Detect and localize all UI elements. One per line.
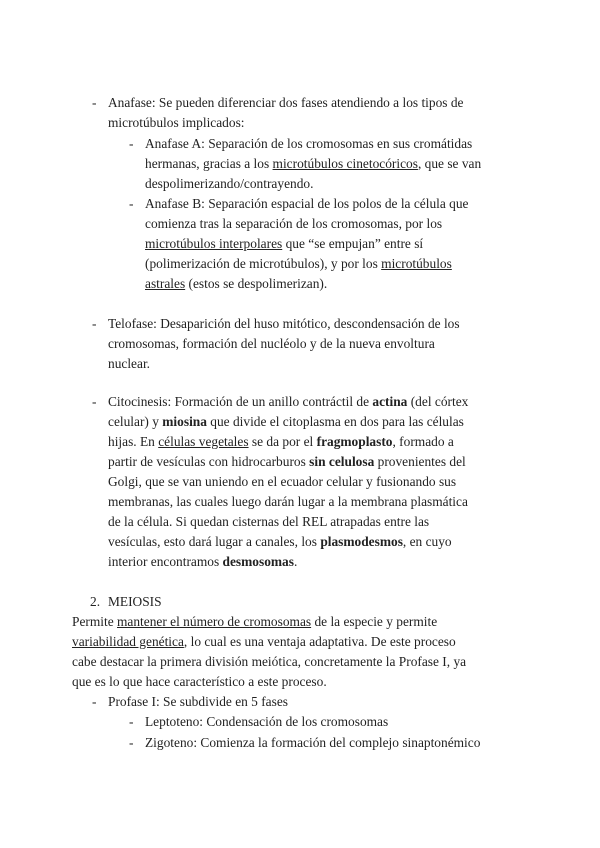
citocinesis-line-8: vesículas, esto dará lugar a canales, los plasmodesmos, en cuyo	[108, 534, 452, 549]
bullet-dash: -	[92, 95, 97, 110]
anafase-b-line-4: (polimerización de microtúbulos), y por los microtúbulos	[145, 256, 452, 271]
microtubulos-cinetocoricos-term: microtúbulos cinetocóricos	[272, 156, 418, 171]
citocinesis-line-3: hijas. En células vegetales se da por el fragmoplasto, formado a	[108, 434, 454, 449]
citocinesis-line-1: Citocinesis: Formación de un anillo contráctil de actina (del córtex	[108, 394, 469, 409]
microtubulos-astrales-term: microtúbulos	[381, 256, 452, 271]
meiosis-paragraph-line-3: cabe destacar la primera división meiótica, concretamente la Profase I, ya	[72, 654, 467, 669]
profase-item: Profase I: Se subdivide en 5 fases	[108, 694, 288, 709]
telofase-line-2: cromosomas, formación del nucléolo y de la nueva envoltura	[108, 336, 435, 351]
telofase-line-1: Telofase: Desaparición del huso mitótico, descondensación de los	[108, 316, 460, 331]
microtubulos-interpolares-term: microtúbulos interpolares	[145, 236, 283, 251]
anafase-line-2: microtúbulos implicados:	[108, 115, 245, 130]
anafase-b-line-5: astrales (estos se despolimerizan).	[145, 276, 328, 291]
anafase-a-line-2: hermanas, gracias a los microtúbulos cinetocóricos, que se van	[145, 156, 482, 171]
bullet-dash: -	[92, 394, 97, 409]
bullet-dash: -	[129, 735, 134, 750]
fragmoplasto-term: fragmoplasto	[316, 434, 393, 449]
section-number: 2.	[90, 594, 101, 609]
bullet-dash: -	[92, 316, 97, 331]
anafase-b-line-3: microtúbulos interpolares que “se empujan” entre sí	[145, 236, 424, 251]
bullet-dash: -	[129, 136, 134, 151]
bullet-dash: -	[129, 714, 134, 729]
anafase-line-1: Anafase: Se pueden diferenciar dos fases atendiendo a los tipos de	[108, 95, 464, 110]
desmosomas-term: desmosomas	[222, 554, 294, 569]
actina-term: actina	[372, 394, 408, 409]
meiosis-paragraph-line-4: que es lo que hace característico a este proceso.	[72, 674, 327, 689]
variabilidad-genetica-term: variabilidad genética	[72, 634, 184, 649]
citocinesis-line-5: Golgi, que se van uniendo en el ecuador celular y fusionando sus	[108, 474, 457, 489]
bullet-dash: -	[129, 196, 134, 211]
citocinesis-line-2: celular) y miosina que divide el citoplasma en dos para las células	[108, 414, 464, 429]
bullet-dash: -	[92, 694, 97, 709]
citocinesis-line-4: partir de vesículas con hidrocarburos sin celulosa provenientes del	[108, 454, 466, 469]
zigoteno-item: Zigoteno: Comienza la formación del complejo sinaptonémico	[145, 735, 481, 750]
citocinesis-line-9: interior encontramos desmosomas.	[108, 554, 298, 569]
miosina-term: miosina	[162, 414, 207, 429]
plasmodesmos-term: plasmodesmos	[320, 534, 403, 549]
citocinesis-line-7: de la célula. Si quedan cisternas del REL atrapadas entre las	[108, 514, 430, 529]
mantener-numero-cromosomas-term: mantener el número de cromosomas	[117, 614, 312, 629]
leptoteno-item: Leptoteno: Condensación de los cromosomas	[145, 714, 389, 729]
anafase-a-line-3: despolimerizando/contrayendo.	[145, 176, 314, 191]
telofase-line-3: nuclear.	[108, 356, 151, 371]
celulas-vegetales-term: células vegetales	[158, 434, 249, 449]
astrales-term: astrales	[145, 276, 186, 291]
section-heading: MEIOSIS	[108, 594, 162, 609]
meiosis-paragraph-line-1: Permite mantener el número de cromosomas de la especie y permite	[72, 614, 438, 629]
citocinesis-line-6: membranas, las cuales luego darán lugar a la membrana plasmática	[108, 494, 468, 509]
sin-celulosa-term: sin celulosa	[309, 454, 375, 469]
anafase-b-line-1: Anafase B: Separación espacial de los polos de la célula que	[145, 196, 469, 211]
anafase-a-line-1: Anafase A: Separación de los cromosomas en sus cromátidas	[145, 136, 473, 151]
meiosis-paragraph-line-2: variabilidad genética, lo cual es una ventaja adaptativa. De este proceso	[72, 634, 456, 649]
anafase-b-line-2: comienza tras la separación de los cromosomas, por los	[145, 216, 443, 231]
